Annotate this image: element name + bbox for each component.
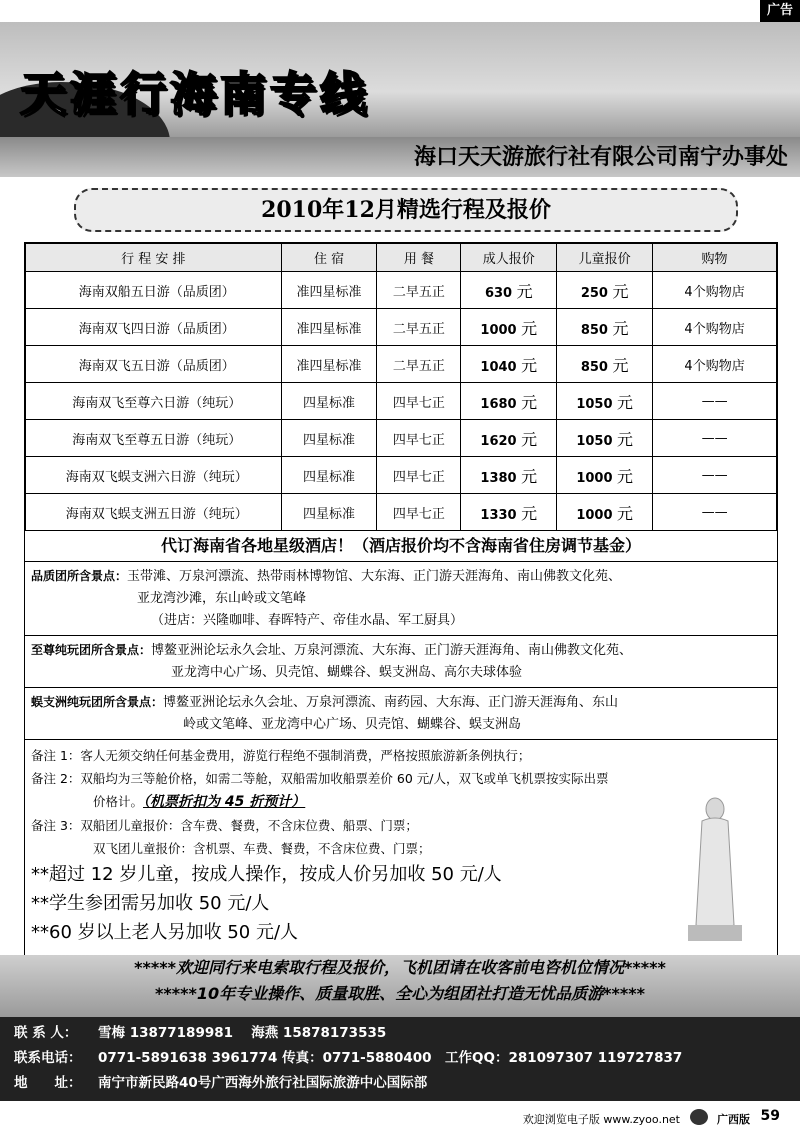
table-row [26,309,777,346]
adult-price-cell [461,494,557,531]
note-1: 备注 1：客人无须交纳任何基金费用，游览行程绝不强制消费，严格按照旅游新条例执行； [31,748,531,763]
shopping-stops: （进店：兴隆咖啡、春晖特产、帝佳水晶、军工厨具） [151,613,464,628]
ad-tag: 广告 [760,0,800,22]
meal-cell: 四早七正 [377,494,461,531]
route-cell: 海南双船五日游（品质团） [26,272,282,309]
page-number: 59 [760,1108,780,1124]
meal-cell: 二早五正 [377,346,461,383]
price-unit: 元 [617,429,634,449]
contact-phone-label: 联系电话： [14,1050,82,1066]
col-header-adult: 成人报价 [461,244,557,272]
quality-tour-label: 品质团所含景点： [31,569,128,583]
meal-cell: 二早五正 [377,309,461,346]
adult-price: 1330 [480,507,517,523]
surcharge-senior: **60 岁以上老人另加收 50 元/人 [31,922,299,943]
price-unit: 元 [612,355,629,375]
child-price-cell [557,346,653,383]
hotel-booking-note: 代订海南省各地星级酒店！（酒店报价均不含海南省住房调节基金） [25,531,777,562]
price-unit: 元 [516,281,533,301]
scenic-text: 岭或文笔峰、亚龙湾中心广场、贝壳馆、蝴蝶谷、蜈支洲岛 [183,717,522,732]
table-row [26,346,777,383]
wuzhizhou-tour-label: 蜈支洲纯玩团所含景点： [31,695,164,709]
meal-cell: 四早七正 [377,383,461,420]
slogan-line-2: *****10年专业操作、质量取胜、全心为组团社打造无忧品质游***** [155,984,645,1003]
shop-cell: 4个购物店 [653,272,777,309]
child-price-cell [557,457,653,494]
itinerary-banner: 2010年12月精选行程及报价 [74,188,738,232]
price-unit: 元 [617,466,634,486]
adult-price-cell [461,420,557,457]
child-price: 1000 [576,507,613,523]
price-unit: 元 [521,355,538,375]
notes-section [25,740,777,951]
table-row [26,420,777,457]
slogan-line-1: *****欢迎同行来电索取行程及报价，飞机团请在收客前电咨机位情况***** [134,958,666,977]
hotel-cell: 四星标准 [281,420,377,457]
price-unit: 元 [521,318,538,338]
contact-address-row [14,1071,786,1096]
meal-cell: 四早七正 [377,457,461,494]
route-cell: 海南双飞蜈支洲五日游（纯玩） [26,494,282,531]
scenic-text: 博鳌亚洲论坛永久会址、万泉河漂流、大东海、正门游天涯海角、南山佛教文化苑、 [151,643,633,658]
shop-cell: 4个购物店 [653,346,777,383]
shop-cell: 4个购物店 [653,309,777,346]
shop-cell: —— [653,457,777,494]
adult-price: 1380 [480,470,517,486]
contact-person-value: 雪梅 13877189981 海燕 15878173535 [98,1025,387,1041]
scenic-text: 玉带滩、万泉河漂流、热带雨林博物馆、大东海、正门游天涯海角、南山佛教文化苑、 [127,569,622,584]
shop-cell: —— [653,383,777,420]
table-header-row [26,244,777,272]
note-2-cont [31,790,771,814]
adult-price-cell [461,309,557,346]
route-cell: 海南双飞至尊六日游（纯玩） [26,383,282,420]
guanyin-statue-icon [680,795,750,945]
child-price: 850 [580,359,608,375]
hotel-cell: 准四星标准 [281,272,377,309]
ticket-discount-note: （机票折扣为 45 折预计） [143,794,306,810]
child-price: 850 [580,322,608,338]
note-2: 备注 2：双船均为三等舱价格，如需二等舱，双船需加收船票差价 60 元/人，双飞或单飞机票按实际出票 [31,771,609,786]
route-cell: 海南双飞四日游（品质团） [26,309,282,346]
col-header-hotel: 住 宿 [281,244,377,272]
adult-price-cell [461,383,557,420]
price-unit: 元 [521,429,538,449]
company-name: 海口天天游旅行社有限公司南宁办事处 [413,144,788,170]
adult-price: 1620 [480,433,517,449]
contact-address-label: 地 址： [14,1075,82,1091]
hotel-cell: 四星标准 [281,457,377,494]
child-price: 1050 [576,396,613,412]
zhizun-tour-scenic [25,636,777,688]
edition-label: 广西版 [717,1113,750,1126]
quality-tour-scenic [25,562,777,636]
adult-price: 1040 [480,359,517,375]
route-cell: 海南双飞五日游（品质团） [26,346,282,383]
scenic-text: 亚龙湾中心广场、贝壳馆、蝴蝶谷、蜈支洲岛、高尔夫球体验 [171,665,523,680]
contact-person-row [14,1021,786,1046]
table-row [26,494,777,531]
slogan-strip [0,955,800,1017]
shop-cell: —— [653,494,777,531]
child-price: 250 [580,285,608,301]
child-price-cell [557,309,653,346]
note-3-cont: 双飞团儿童报价：含机票、车费、餐费，不含床位费、门票； [93,841,431,856]
adult-price-cell [461,272,557,309]
table-row [26,457,777,494]
note-2-tail: 价格计。 [93,794,144,809]
website-link[interactable]: 欢迎浏览电子版 www.zyoo.net [522,1113,680,1126]
publisher-logo-icon [690,1109,708,1125]
scenic-text: 亚龙湾沙滩，东山岭或文笔峰 [137,591,307,606]
table-row [26,383,777,420]
route-cell: 海南双飞至尊五日游（纯玩） [26,420,282,457]
hotel-cell: 准四星标准 [281,309,377,346]
contact-address-value: 南宁市新民路40号广西海外旅行社国际旅游中心国际部 [98,1075,428,1091]
price-table [25,243,777,531]
route-cell: 海南双飞蜈支洲六日游（纯玩） [26,457,282,494]
meal-cell: 四早七正 [377,420,461,457]
contact-person-label: 联 系 人： [14,1025,78,1041]
price-sheet [24,242,778,956]
adult-price: 1000 [480,322,517,338]
child-price-cell [557,272,653,309]
table-row [26,272,777,309]
child-price: 1000 [576,470,613,486]
hotel-cell: 准四星标准 [281,346,377,383]
surcharge-child: **超过 12 岁儿童，按成人操作，按成人价另加收 50 元/人 [31,864,502,885]
price-unit: 元 [612,318,629,338]
contact-bar [0,1017,800,1101]
col-header-child: 儿童报价 [557,244,653,272]
shop-cell: —— [653,420,777,457]
adult-price: 1680 [480,396,517,412]
price-unit: 元 [521,503,538,523]
adult-price: 630 [484,285,513,301]
surcharge-student: **学生参团需另加收 50 元/人 [31,893,270,914]
child-price: 1050 [576,433,613,449]
wuzhizhou-tour-scenic [25,688,777,740]
note-3: 备注 3：双船团儿童报价：含车费、餐费，不含床位费、船票、门票； [31,818,418,833]
page-footer [0,1105,800,1129]
contact-phone-row [14,1046,786,1071]
hotel-cell: 四星标准 [281,383,377,420]
price-unit: 元 [617,503,634,523]
meal-cell: 二早五正 [377,272,461,309]
price-unit: 元 [617,392,634,412]
price-unit: 元 [612,281,629,301]
child-price-cell [557,383,653,420]
hotel-cell: 四星标准 [281,494,377,531]
col-header-route: 行 程 安 排 [26,244,282,272]
col-header-meal: 用 餐 [377,244,461,272]
price-unit: 元 [521,466,538,486]
child-price-cell [557,420,653,457]
price-unit: 元 [521,392,538,412]
col-header-shop: 购物 [653,244,777,272]
main-title: 天涯行海南专线 [20,67,370,121]
adult-price-cell [461,346,557,383]
scenic-text: 博鳌亚洲论坛永久会址、万泉河漂流、南药园、大东海、正门游天涯海角、东山 [163,695,619,710]
contact-phone-value: 0771-5891638 3961774 传真：0771-5880400 工作QQ：281097307 119727837 [98,1050,683,1066]
child-price-cell [557,494,653,531]
adult-price-cell [461,457,557,494]
zhizun-tour-label: 至尊纯玩团所含景点： [31,643,152,657]
